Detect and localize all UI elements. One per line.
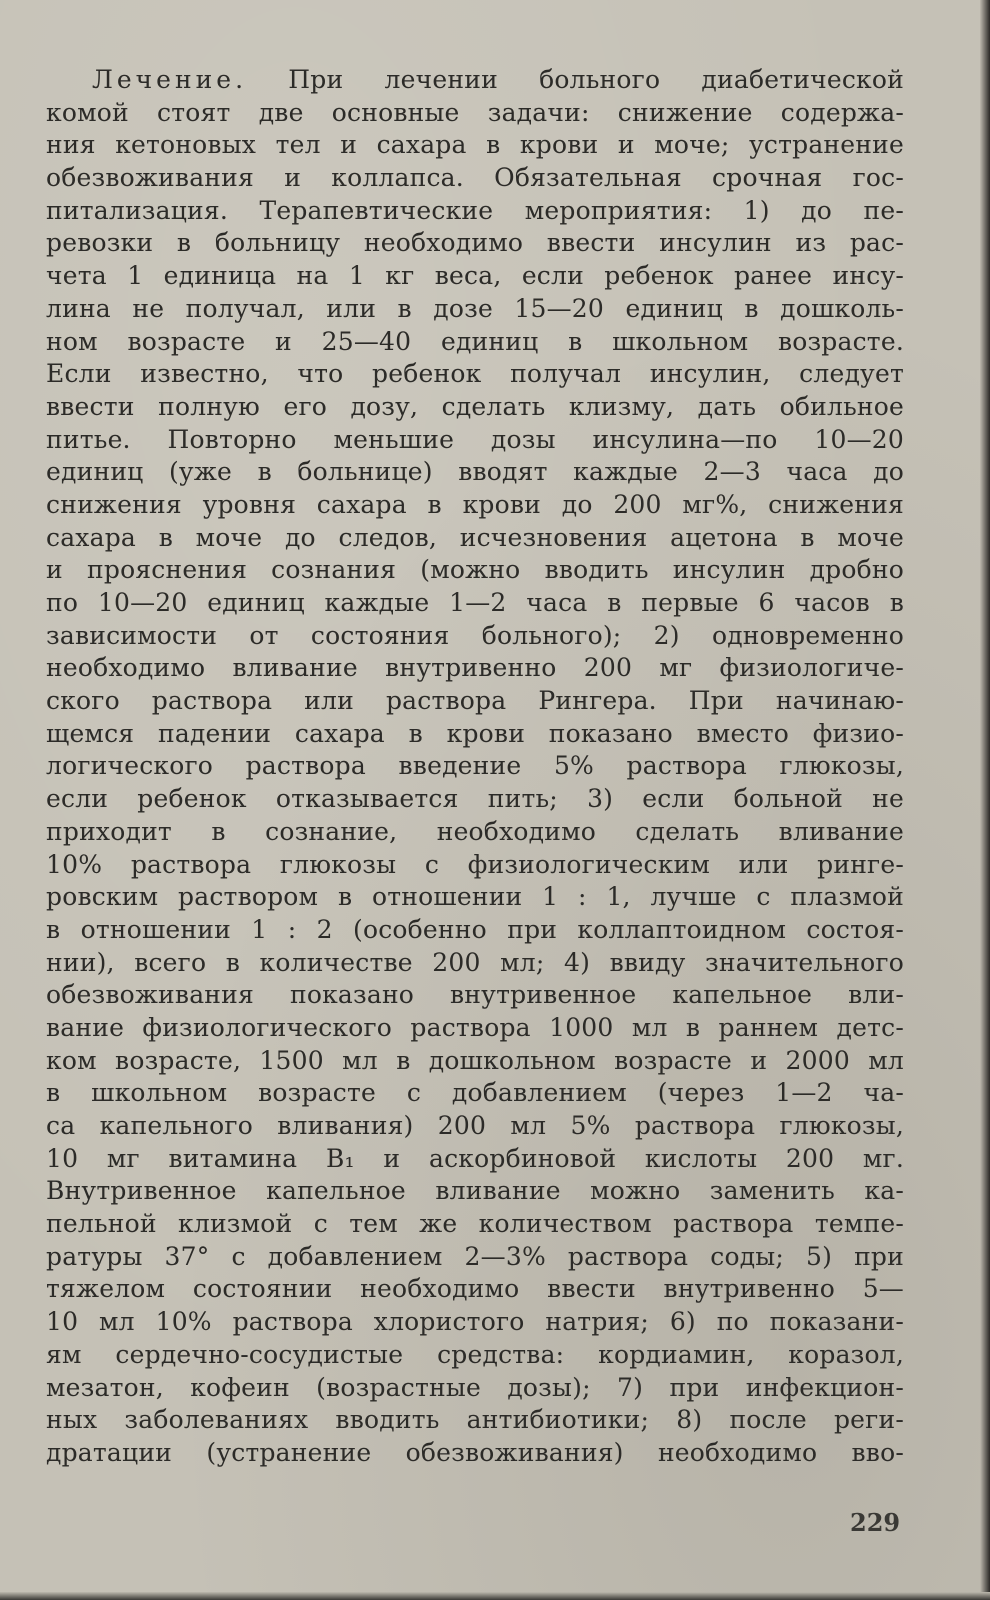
text-line: снижения уровня сахара в крови до 200 мг%, снижения [46, 489, 904, 519]
text-line: 10% раствора глюкозы с физиологическим или ринге- [46, 849, 904, 879]
text-line: 10 мг витамина B₁ и аскорбиновой кислоты 200 мг. [46, 1143, 904, 1173]
text-line: ком возрасте, 1500 мл в дошкольном возрасте и 2000 мл [46, 1045, 904, 1075]
text-line: ям сердечно-сосудистые средства: кордиамин, коразол, [46, 1339, 904, 1369]
text-line: ревозки в больницу необходимо ввести инсулин из рас- [46, 228, 904, 258]
text-line: приходит в сознание, необходимо сделать вливание [46, 816, 904, 846]
text-line: дратации (устранение обезвоживания) необходимо вво- [46, 1437, 904, 1467]
text-line: зависимости от состояния больного); 2) одновременно [46, 620, 904, 650]
text-line: необходимо вливание внутривенно 200 мг физиологиче- [46, 653, 904, 683]
body-text [46, 64, 904, 1470]
text-line: ния кетоновых тел и сахара в крови и моче; устранение [46, 130, 904, 160]
text-line: сахара в моче до следов, исчезновения ацетона в моче [46, 522, 904, 552]
text-line: нии), всего в количестве 200 мл; 4) ввиду значительного [46, 947, 904, 977]
text-line: мезатон, кофеин (возрастные дозы); 7) при инфекцион- [46, 1372, 904, 1402]
text-line: единиц (уже в больнице) вводят каждые 2—3 часа до [46, 457, 904, 487]
text-line: Если известно, что ребенок получал инсулин, следует [46, 359, 904, 389]
text-line: комой стоят две основные задачи: снижение содержа- [46, 97, 904, 127]
text-line: Внутривенное капельное вливание можно заменить ка- [46, 1176, 904, 1206]
text-line: и прояснения сознания (можно вводить инсулин дробно [46, 555, 904, 585]
text-line: логического раствора введение 5% раствора глюкозы, [46, 751, 904, 781]
page-number: 229 [850, 1508, 901, 1537]
text-line: обезвоживания и коллапса. Обязательная срочная гос- [46, 163, 904, 193]
section-lead-word: Лечение. [92, 65, 248, 94]
text-line: питализация. Терапевтические мероприятия: 1) до пе- [46, 195, 904, 225]
page-edge-shadow-bottom [0, 1592, 990, 1600]
text-line: ского раствора или раствора Рингера. При начинаю- [46, 686, 904, 716]
text-line: са капельного вливания) 200 мл 5% раствора глюкозы, [46, 1111, 904, 1140]
text-line-content: При лечении больного диабетической [247, 65, 904, 94]
text-line: ратуры 37° с добавлением 2—3% раствора соды; 5) при [46, 1241, 904, 1271]
text-line: обезвоживания показано внутривенное капельное вли- [46, 980, 904, 1010]
text-line: ввести полную его дозу, сделать клизму, дать обильное [46, 391, 904, 421]
text-line: 10 мл 10% раствора хлористого натрия; 6) по показани- [46, 1307, 904, 1337]
text-line: лина не получал, или в дозе 15—20 единиц в дошколь- [46, 293, 904, 323]
text-line: тяжелом состоянии необходимо ввести внутривенно 5— [46, 1274, 904, 1304]
text-line: в школьном возрасте с добавлением (через 1—2 ча- [46, 1078, 904, 1108]
page-edge-shadow [980, 0, 990, 1600]
text-line: пельной клизмой с тем же количеством раствора темпе- [46, 1209, 904, 1239]
text-line: вание физиологического раствора 1000 мл в раннем детс- [46, 1012, 904, 1042]
text-line: ном возрасте и 25—40 единиц в школьном возрасте. [46, 326, 904, 356]
text-line: щемся падении сахара в крови показано вместо физио- [46, 718, 904, 748]
text-line [46, 64, 904, 97]
text-line: по 10—20 единиц каждые 1—2 часа в первые 6 часов в [46, 588, 904, 617]
text-line: если ребенок отказывается пить; 3) если больной не [46, 784, 904, 814]
text-line: питье. Повторно меньшие дозы инсулина—по 10—20 [46, 424, 904, 454]
text-line: ровским раствором в отношении 1 : 1, лучше с плазмой [46, 882, 904, 912]
text-line: в отношении 1 : 2 (особенно при коллаптоидном состоя- [46, 914, 904, 944]
text-line: чета 1 единица на 1 кг веса, если ребенок ранее инсу- [46, 261, 904, 291]
text-line: ных заболеваниях вводить антибиотики; 8) после реги- [46, 1405, 904, 1435]
